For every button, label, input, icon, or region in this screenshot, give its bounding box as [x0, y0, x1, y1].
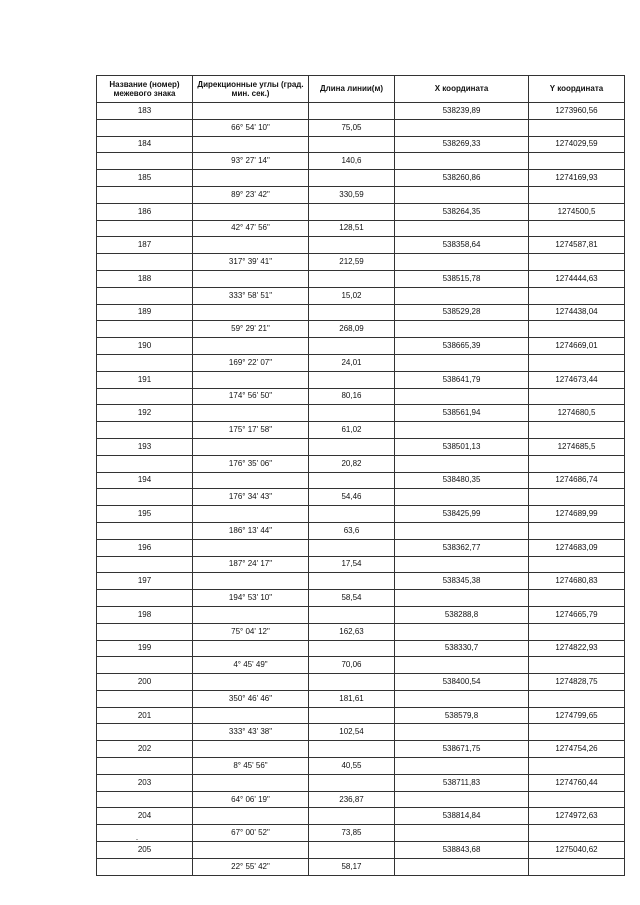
empty-cell [309, 741, 395, 758]
empty-cell [395, 690, 529, 707]
empty-cell [309, 371, 395, 388]
empty-cell [309, 203, 395, 220]
line-length: 128,51 [309, 220, 395, 237]
empty-cell [395, 119, 529, 136]
point-name: 204 [97, 808, 193, 825]
empty-cell [193, 808, 309, 825]
empty-cell [193, 438, 309, 455]
x-coordinate: 538665,39 [395, 338, 529, 355]
line-length: 140,6 [309, 153, 395, 170]
y-coordinate: 1274822,93 [529, 640, 625, 657]
point-name: 197 [97, 573, 193, 590]
table-row [97, 489, 625, 506]
empty-cell [395, 522, 529, 539]
empty-cell [309, 774, 395, 791]
x-coordinate: 538529,28 [395, 304, 529, 321]
empty-cell [395, 724, 529, 741]
empty-cell [193, 640, 309, 657]
empty-cell [97, 724, 193, 741]
page-speck [136, 839, 138, 840]
table-row [97, 405, 625, 422]
y-coordinate: 1274669,01 [529, 338, 625, 355]
empty-cell [529, 590, 625, 607]
empty-cell [529, 858, 625, 875]
table-row [97, 270, 625, 287]
x-coordinate: 538260,86 [395, 170, 529, 187]
table-row [97, 808, 625, 825]
empty-cell [395, 354, 529, 371]
table-row [97, 304, 625, 321]
empty-cell [193, 371, 309, 388]
line-length: 212,59 [309, 254, 395, 271]
header-x: X координата [395, 76, 529, 103]
bearing-angle: 64° 06' 19" [193, 791, 309, 808]
table-row [97, 573, 625, 590]
line-length: 54,46 [309, 489, 395, 506]
bearing-angle: 187° 24' 17" [193, 556, 309, 573]
point-name: 183 [97, 103, 193, 120]
x-coordinate: 538671,75 [395, 741, 529, 758]
table-row [97, 119, 625, 136]
y-coordinate: 1274972,63 [529, 808, 625, 825]
bearing-angle: 59° 29' 21" [193, 321, 309, 338]
bearing-angle: 93° 27' 14" [193, 153, 309, 170]
point-name: 188 [97, 270, 193, 287]
x-coordinate: 538561,94 [395, 405, 529, 422]
table-row [97, 153, 625, 170]
empty-cell [529, 254, 625, 271]
y-coordinate: 1274029,59 [529, 136, 625, 153]
table-row [97, 707, 625, 724]
x-coordinate: 538711,83 [395, 774, 529, 791]
empty-cell [529, 724, 625, 741]
table-row [97, 640, 625, 657]
empty-cell [395, 422, 529, 439]
empty-cell [395, 791, 529, 808]
y-coordinate: 1274683,09 [529, 539, 625, 556]
empty-cell [529, 119, 625, 136]
empty-cell [97, 758, 193, 775]
empty-cell [97, 489, 193, 506]
y-coordinate: 1274680,83 [529, 573, 625, 590]
bearing-angle: 67° 00' 52" [193, 825, 309, 842]
point-name: 192 [97, 405, 193, 422]
line-length: 17,54 [309, 556, 395, 573]
table-row [97, 287, 625, 304]
empty-cell [97, 153, 193, 170]
point-name: 203 [97, 774, 193, 791]
x-coordinate: 538264,35 [395, 203, 529, 220]
y-coordinate: 1274665,79 [529, 606, 625, 623]
empty-cell [309, 338, 395, 355]
point-name: 186 [97, 203, 193, 220]
point-name: 201 [97, 707, 193, 724]
table-body [97, 103, 625, 876]
table-row [97, 455, 625, 472]
empty-cell [193, 405, 309, 422]
table-row [97, 674, 625, 691]
y-coordinate: 1274686,74 [529, 472, 625, 489]
x-coordinate: 538843,68 [395, 842, 529, 859]
bearing-angle: 42° 47' 56" [193, 220, 309, 237]
empty-cell [97, 354, 193, 371]
table-row [97, 136, 625, 153]
bearing-angle: 66° 54' 10" [193, 119, 309, 136]
empty-cell [309, 237, 395, 254]
empty-cell [193, 539, 309, 556]
table-row [97, 170, 625, 187]
bearing-angle: 22° 55' 42" [193, 858, 309, 875]
empty-cell [97, 321, 193, 338]
x-coordinate: 538400,54 [395, 674, 529, 691]
empty-cell [97, 119, 193, 136]
empty-cell [193, 842, 309, 859]
bearing-angle: 89° 23' 42" [193, 186, 309, 203]
point-name: 185 [97, 170, 193, 187]
empty-cell [309, 674, 395, 691]
table-row [97, 472, 625, 489]
line-length: 15,02 [309, 287, 395, 304]
line-length: 73,85 [309, 825, 395, 842]
bearing-angle: 333° 58' 51" [193, 287, 309, 304]
y-coordinate: 1274438,04 [529, 304, 625, 321]
line-length: 58,17 [309, 858, 395, 875]
table-row [97, 690, 625, 707]
line-length: 58,54 [309, 590, 395, 607]
empty-cell [97, 825, 193, 842]
empty-cell [193, 674, 309, 691]
empty-cell [529, 422, 625, 439]
table-row [97, 758, 625, 775]
empty-cell [395, 858, 529, 875]
line-length: 70,06 [309, 657, 395, 674]
x-coordinate: 538269,33 [395, 136, 529, 153]
empty-cell [529, 153, 625, 170]
empty-cell [309, 270, 395, 287]
empty-cell [309, 539, 395, 556]
y-coordinate: 1274799,65 [529, 707, 625, 724]
empty-cell [309, 707, 395, 724]
y-coordinate: 1274760,44 [529, 774, 625, 791]
line-length: 330,59 [309, 186, 395, 203]
empty-cell [395, 186, 529, 203]
empty-cell [193, 774, 309, 791]
table-row [97, 556, 625, 573]
empty-cell [395, 590, 529, 607]
table-row [97, 438, 625, 455]
empty-cell [193, 237, 309, 254]
empty-cell [97, 791, 193, 808]
empty-cell [395, 287, 529, 304]
empty-cell [529, 758, 625, 775]
empty-cell [395, 321, 529, 338]
line-length: 236,87 [309, 791, 395, 808]
bearing-angle: 175° 17' 58" [193, 422, 309, 439]
point-name: 198 [97, 606, 193, 623]
empty-cell [529, 186, 625, 203]
x-coordinate: 538425,99 [395, 506, 529, 523]
empty-cell [193, 606, 309, 623]
line-length: 268,09 [309, 321, 395, 338]
header-point-name: Название (номер) межевого знака [97, 76, 193, 103]
empty-cell [529, 623, 625, 640]
bearing-angle: 350° 46' 46" [193, 690, 309, 707]
bearing-angle: 317° 39' 41" [193, 254, 309, 271]
empty-cell [309, 304, 395, 321]
point-name: 199 [97, 640, 193, 657]
empty-cell [529, 657, 625, 674]
empty-cell [395, 254, 529, 271]
y-coordinate: 1273960,56 [529, 103, 625, 120]
empty-cell [193, 472, 309, 489]
empty-cell [97, 556, 193, 573]
point-name: 190 [97, 338, 193, 355]
empty-cell [309, 103, 395, 120]
empty-cell [97, 522, 193, 539]
table-row [97, 724, 625, 741]
line-length: 40,55 [309, 758, 395, 775]
empty-cell [97, 254, 193, 271]
empty-cell [193, 741, 309, 758]
bearing-angle: 8° 45' 56" [193, 758, 309, 775]
empty-cell [97, 690, 193, 707]
x-coordinate: 538641,79 [395, 371, 529, 388]
empty-cell [529, 690, 625, 707]
empty-cell [97, 220, 193, 237]
point-name: 184 [97, 136, 193, 153]
header-bearing: Дирекционные углы (град. мин. сек.) [193, 76, 309, 103]
empty-cell [193, 573, 309, 590]
table-row [97, 186, 625, 203]
empty-cell [529, 321, 625, 338]
empty-cell [309, 405, 395, 422]
empty-cell [193, 707, 309, 724]
empty-cell [309, 640, 395, 657]
bearing-angle: 194° 53' 10" [193, 590, 309, 607]
line-length: 80,16 [309, 388, 395, 405]
x-coordinate: 538362,77 [395, 539, 529, 556]
empty-cell [529, 825, 625, 842]
point-name: 196 [97, 539, 193, 556]
table-row [97, 254, 625, 271]
bearing-angle: 75° 04' 12" [193, 623, 309, 640]
y-coordinate: 1274828,75 [529, 674, 625, 691]
empty-cell [193, 170, 309, 187]
empty-cell [309, 506, 395, 523]
point-name: 194 [97, 472, 193, 489]
empty-cell [529, 791, 625, 808]
table-row [97, 522, 625, 539]
table-row [97, 220, 625, 237]
y-coordinate: 1274689,99 [529, 506, 625, 523]
x-coordinate: 538814,84 [395, 808, 529, 825]
x-coordinate: 538579,8 [395, 707, 529, 724]
empty-cell [395, 489, 529, 506]
table-row [97, 237, 625, 254]
x-coordinate: 538358,64 [395, 237, 529, 254]
bearing-angle: 169° 22' 07" [193, 354, 309, 371]
empty-cell [529, 489, 625, 506]
empty-cell [529, 220, 625, 237]
empty-cell [193, 203, 309, 220]
boundary-coordinates-table [96, 75, 625, 876]
bearing-angle: 186° 13' 44" [193, 522, 309, 539]
empty-cell [395, 220, 529, 237]
empty-cell [395, 825, 529, 842]
empty-cell [395, 623, 529, 640]
table-row [97, 103, 625, 120]
empty-cell [97, 287, 193, 304]
x-coordinate: 538239,89 [395, 103, 529, 120]
line-length: 102,54 [309, 724, 395, 741]
x-coordinate: 538480,35 [395, 472, 529, 489]
line-length: 20,82 [309, 455, 395, 472]
y-coordinate: 1275040,62 [529, 842, 625, 859]
table-row [97, 321, 625, 338]
empty-cell [529, 522, 625, 539]
point-name: 200 [97, 674, 193, 691]
empty-cell [193, 103, 309, 120]
x-coordinate: 538345,38 [395, 573, 529, 590]
y-coordinate: 1274500,5 [529, 203, 625, 220]
empty-cell [529, 388, 625, 405]
empty-cell [309, 573, 395, 590]
empty-cell [395, 556, 529, 573]
empty-cell [309, 438, 395, 455]
empty-cell [529, 556, 625, 573]
line-length: 63,6 [309, 522, 395, 539]
y-coordinate: 1274444,63 [529, 270, 625, 287]
empty-cell [395, 153, 529, 170]
empty-cell [193, 304, 309, 321]
empty-cell [193, 136, 309, 153]
empty-cell [97, 422, 193, 439]
y-coordinate: 1274754,26 [529, 741, 625, 758]
table-row [97, 203, 625, 220]
empty-cell [395, 657, 529, 674]
empty-cell [97, 455, 193, 472]
table-row [97, 825, 625, 842]
empty-cell [395, 388, 529, 405]
x-coordinate: 538515,78 [395, 270, 529, 287]
table-row [97, 774, 625, 791]
y-coordinate: 1274680,5 [529, 405, 625, 422]
y-coordinate: 1274673,44 [529, 371, 625, 388]
empty-cell [97, 388, 193, 405]
table-row [97, 858, 625, 875]
table-header-row [97, 76, 625, 103]
bearing-angle: 176° 34' 43" [193, 489, 309, 506]
point-name: 191 [97, 371, 193, 388]
empty-cell [193, 506, 309, 523]
point-name: 202 [97, 741, 193, 758]
empty-cell [97, 186, 193, 203]
table-row [97, 842, 625, 859]
empty-cell [395, 758, 529, 775]
empty-cell [97, 657, 193, 674]
empty-cell [529, 287, 625, 304]
empty-cell [395, 455, 529, 472]
table-row [97, 338, 625, 355]
empty-cell [309, 842, 395, 859]
y-coordinate: 1274169,93 [529, 170, 625, 187]
point-name: 189 [97, 304, 193, 321]
line-length: 75,05 [309, 119, 395, 136]
empty-cell [193, 270, 309, 287]
empty-cell [309, 472, 395, 489]
table-row [97, 354, 625, 371]
table-row [97, 606, 625, 623]
point-name: 195 [97, 506, 193, 523]
table-row [97, 623, 625, 640]
empty-cell [529, 455, 625, 472]
bearing-angle: 176° 35' 06" [193, 455, 309, 472]
line-length: 24,01 [309, 354, 395, 371]
empty-cell [193, 338, 309, 355]
table-row [97, 590, 625, 607]
empty-cell [309, 808, 395, 825]
empty-cell [309, 606, 395, 623]
table-row [97, 506, 625, 523]
empty-cell [309, 136, 395, 153]
header-length: Длина линии(м) [309, 76, 395, 103]
header-y: Y координата [529, 76, 625, 103]
point-name: 193 [97, 438, 193, 455]
table-row [97, 791, 625, 808]
table-row [97, 657, 625, 674]
y-coordinate: 1274587,81 [529, 237, 625, 254]
bearing-angle: 333° 43' 38" [193, 724, 309, 741]
empty-cell [309, 170, 395, 187]
table-row [97, 388, 625, 405]
point-name: 205 [97, 842, 193, 859]
table-row [97, 741, 625, 758]
line-length: 61,02 [309, 422, 395, 439]
line-length: 162,63 [309, 623, 395, 640]
empty-cell [529, 354, 625, 371]
bearing-angle: 174° 56' 50" [193, 388, 309, 405]
x-coordinate: 538288,8 [395, 606, 529, 623]
table-row [97, 371, 625, 388]
empty-cell [97, 590, 193, 607]
point-name: 187 [97, 237, 193, 254]
table-row [97, 422, 625, 439]
bearing-angle: 4° 45' 49" [193, 657, 309, 674]
x-coordinate: 538330,7 [395, 640, 529, 657]
x-coordinate: 538501,13 [395, 438, 529, 455]
table-row [97, 539, 625, 556]
y-coordinate: 1274685,5 [529, 438, 625, 455]
empty-cell [97, 858, 193, 875]
empty-cell [97, 623, 193, 640]
line-length: 181,61 [309, 690, 395, 707]
